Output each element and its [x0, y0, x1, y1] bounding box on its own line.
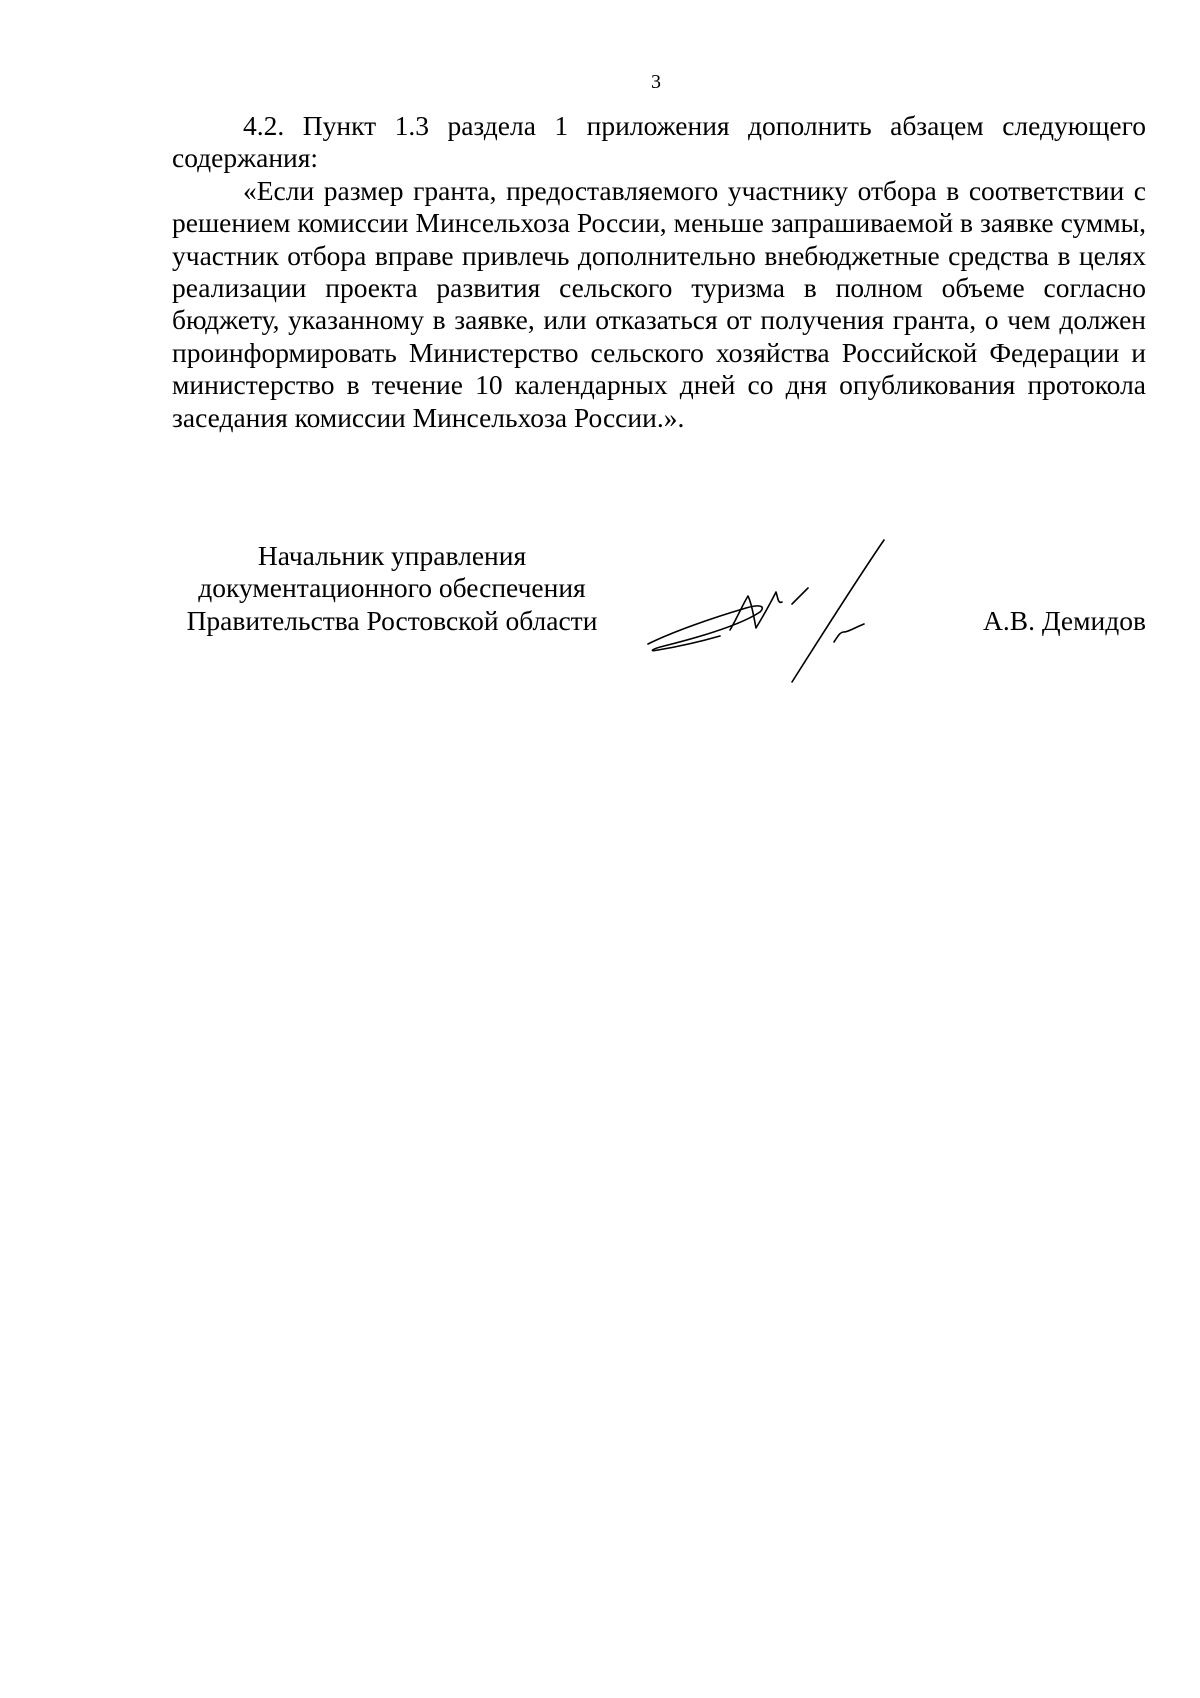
document-body: [172, 110, 1146, 434]
handwritten-signature: [642, 532, 902, 692]
signature-block: [172, 540, 1146, 700]
signer-position-line: Правительства Ростовской области: [186, 604, 598, 636]
signer-position-line: Начальник управления: [257, 540, 527, 571]
paragraph-amendment: 4.2. Пункт 1.3 раздела 1 приложения дополнить абзацем следующего содержания:: [172, 110, 1146, 174]
signer-name: А.В. Демидов: [983, 604, 1146, 636]
signer-position-line: документационного обеспечения: [198, 572, 586, 604]
paragraph-quoted-text: «Если размер гранта, предоставляемого участнику отбора в соответствии с решением комиссии Минсельхоза России, меньше запрашиваемой в заявке суммы, участник отбора вправе привлечь дополнительно внебюджетные средства в целях реализации проекта развития сельского туризма в полном объеме согласно бюджету, указанному в заявке, или отказаться от получения гранта, о чем должен проинформировать Министерство сельского хозяйства Российской Федерации и министерство в течение 10 календарных дней со дня опубликования протокола заседания комиссии Минсельхоза России.».: [172, 174, 1146, 433]
signer-position: [172, 540, 612, 637]
page-number: 3: [651, 71, 661, 93]
